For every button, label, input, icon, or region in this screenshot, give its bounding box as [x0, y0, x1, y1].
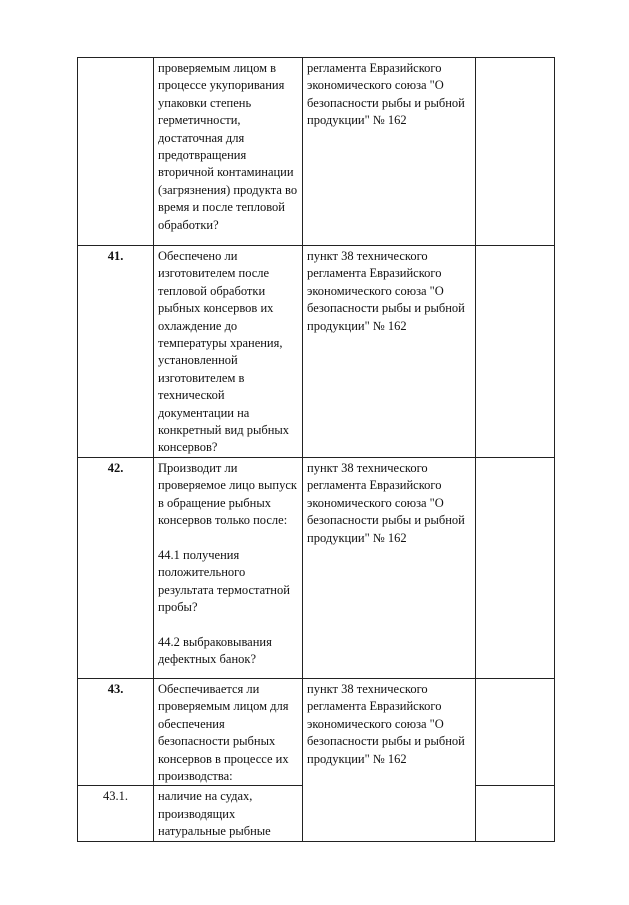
question-text: наличие на судах, производящих натуральные рыбные — [158, 789, 271, 839]
note-cell[interactable] — [476, 246, 555, 458]
reference-cell — [303, 678, 476, 841]
row-number: 43.1. — [78, 786, 154, 841]
reference-cell — [303, 58, 476, 246]
question-text: Обеспечено ли изготовителем после тепловой обработки рыбных консервов их охлаждение до температуры хранения, установленной изготовителем в технической документации на конкретный вид рыбных консервов? — [158, 249, 290, 455]
reference-text: регламента Евразийского экономического союза "О безопасности рыбы и рыбной продукции" № 162 — [307, 61, 465, 128]
question-subitem: 44.2 выбраковывания дефектных банок? — [158, 634, 272, 667]
row-number: 42. — [78, 457, 154, 678]
reference-cell — [303, 246, 476, 458]
note-cell[interactable] — [476, 457, 555, 678]
note-cell[interactable] — [476, 786, 555, 841]
table-row — [78, 457, 555, 678]
table-row — [78, 246, 555, 458]
row-number — [78, 58, 154, 246]
question-cell — [154, 457, 303, 678]
row-number: 43. — [78, 678, 154, 785]
reference-cell — [303, 457, 476, 678]
question-subitem: 44.1 получения положительного результата термостатной пробы? — [158, 547, 290, 615]
question-text: проверяемым лицом в процессе укупоривания упаковки степень герметичности, достаточная для предотвращения вторичной контаминации (загрязнения) продукта во время и после тепловой обработки? — [158, 61, 298, 232]
table-row — [78, 678, 555, 785]
reference-text: пункт 38 технического регламента Евразийского экономического союза "О безопасности рыбы и рыбной продукции" № 162 — [307, 249, 465, 333]
question-cell — [154, 246, 303, 458]
question-cell — [154, 786, 303, 841]
reference-text: пункт 38 технического регламента Евразийского экономического союза "О безопасности рыбы и рыбной продукции" № 162 — [307, 460, 465, 545]
reference-text: пункт 38 технического регламента Евразийского экономического союза "О безопасности рыбы и рыбной продукции" № 162 — [307, 681, 465, 766]
question-text: Обеспечивается ли проверяемым лицом для обеспечения безопасности рыбных консервов в процессе их производства: — [158, 681, 289, 783]
checklist-table — [77, 57, 555, 842]
row-number: 41. — [78, 246, 154, 458]
note-cell[interactable] — [476, 58, 555, 246]
question-cell — [154, 678, 303, 785]
question-text-intro: Производит ли проверяемое лицо выпуск в обращение рыбных консервов только после: — [158, 460, 297, 528]
note-cell[interactable] — [476, 678, 555, 785]
table-row — [78, 58, 555, 246]
question-cell — [154, 58, 303, 246]
